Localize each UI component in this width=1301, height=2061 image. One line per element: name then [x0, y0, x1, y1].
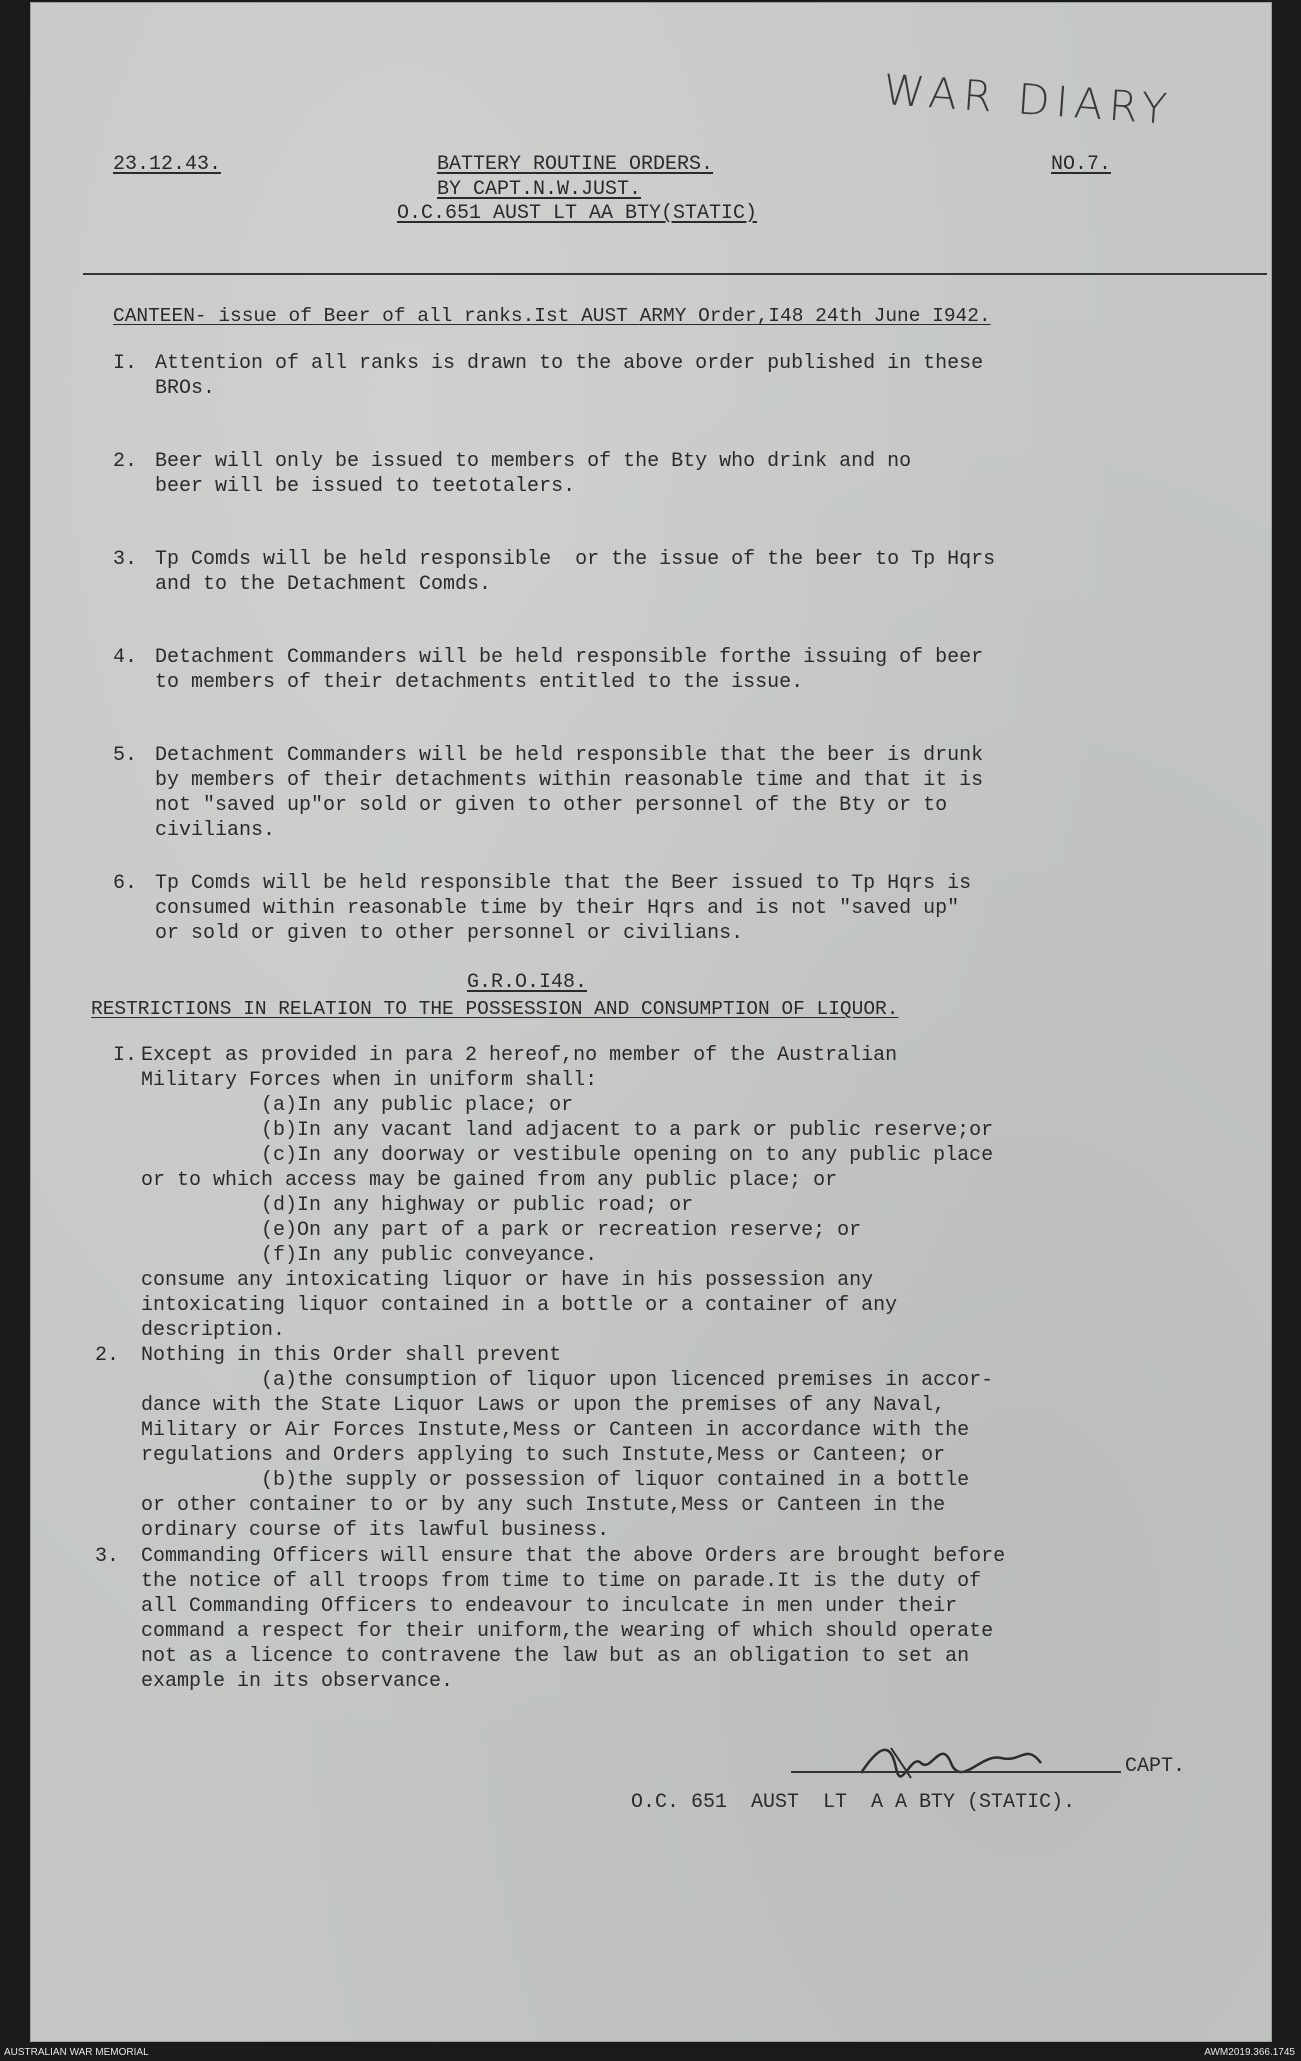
war-diary-annotation: WAR DIARY	[881, 64, 1175, 135]
text-line: regulations and Orders applying to such Instute,Mess or Canteen; or	[141, 1444, 946, 1467]
order-unit-line: O.C.651 AUST LT AA BTY(STATIC)	[397, 202, 758, 225]
text-line: beer will be issued to teetotalers.	[155, 475, 576, 498]
text-line: ordinary course of its lawful business.	[141, 1519, 610, 1542]
gro-para-3-number: 3.	[95, 1545, 120, 1568]
text-line: not "saved up"or sold or given to other personnel of the Bty or to	[155, 794, 948, 817]
text-line: or to which access may be gained from any public place; or	[141, 1169, 838, 1192]
gro-para-2	[141, 1343, 993, 1543]
canteen-para-number: I.	[113, 352, 138, 375]
signature-unit: O.C. 651 AUST LT A A BTY (STATIC).	[631, 1791, 1076, 1814]
signature-scribble	[851, 1733, 1051, 1793]
text-line: civilians.	[155, 819, 276, 842]
header-rule	[83, 273, 1267, 275]
order-title: BATTERY ROUTINE ORDERS.	[437, 153, 714, 176]
canteen-para-text	[155, 547, 995, 597]
text-line: or sold or given to other personnel or civilians.	[155, 922, 744, 945]
text-line: (d)In any highway or public road; or	[141, 1194, 694, 1217]
text-line: all Commanding Officers to endeavour to inculcate in men under their	[141, 1595, 958, 1618]
text-line: intoxicating liquor contained in a bottle or a container of any	[141, 1294, 898, 1317]
text-line: (c)In any doorway or vestibule opening on to any public place	[141, 1144, 994, 1167]
text-line: Tp Comds will be held responsible that the Beer issued to Tp Hqrs is	[155, 872, 972, 895]
text-line: the notice of all troops from time to time on parade.It is the duty of	[141, 1570, 982, 1593]
canteen-para-number: 6.	[113, 872, 138, 895]
text-line: example in its observance.	[141, 1670, 454, 1693]
order-by-line: BY CAPT.N.W.JUST.	[437, 178, 642, 201]
text-line: Nothing in this Order shall prevent	[141, 1344, 562, 1367]
canteen-para-number: 3.	[113, 548, 138, 571]
text-line: and to the Detachment Comds.	[155, 573, 492, 596]
canteen-para-number: 5.	[113, 744, 138, 767]
canteen-para-text	[155, 871, 971, 946]
text-line: (a)the consumption of liquor upon licenced premises in accor-	[141, 1369, 994, 1392]
text-line: to members of their detachments entitled to the issue.	[155, 671, 804, 694]
canteen-heading: CANTEEN- issue of Beer of all ranks.Ist AUST ARMY Order,I48 24th June I942.	[113, 305, 991, 327]
text-line: (a)In any public place; or	[141, 1094, 574, 1117]
text-line: by members of their detachments within reasonable time and that it is	[155, 769, 984, 792]
text-line: Detachment Commanders will be held responsible that the beer is drunk	[155, 744, 984, 767]
text-line: (f)In any public conveyance.	[141, 1244, 598, 1267]
document-page	[30, 2, 1272, 2042]
order-number: NO.7.	[1051, 153, 1112, 176]
text-line: not as a licence to contravene the law but as an obligation to set an	[141, 1645, 970, 1668]
text-line: Military Forces when in uniform shall:	[141, 1069, 598, 1092]
canteen-para-number: 2.	[113, 450, 138, 473]
text-line: Tp Comds will be held responsible or the issue of the beer to Tp Hqrs	[155, 548, 996, 571]
signature-line	[791, 1771, 1121, 1773]
text-line: Attention of all ranks is drawn to the above order published in these	[155, 352, 984, 375]
text-line: (b)In any vacant land adjacent to a park or public reserve;or	[141, 1119, 994, 1142]
text-line: consume any intoxicating liquor or have in his possession any	[141, 1269, 874, 1292]
gro-reference: G.R.O.I48.	[467, 971, 588, 994]
order-date: 23.12.43.	[113, 153, 222, 176]
gro-para-3	[141, 1544, 1005, 1694]
text-line: Military or Air Forces Instute,Mess or Canteen in accordance with the	[141, 1419, 970, 1442]
signature-rank: CAPT.	[1125, 1755, 1186, 1778]
restrictions-heading: RESTRICTIONS IN RELATION TO THE POSSESSION AND CONSUMPTION OF LIQUOR.	[91, 998, 899, 1020]
footer-bar	[0, 2047, 1301, 2061]
text-line: command a respect for their uniform,the wearing of which should operate	[141, 1620, 994, 1643]
gro-para-1-number: I.	[113, 1044, 138, 1067]
footer-source: AUSTRALIAN WAR MEMORIAL	[4, 2047, 149, 2058]
text-line: dance with the State Liquor Laws or upon the premises of any Naval,	[141, 1394, 946, 1417]
text-line: Beer will only be issued to members of the Bty who drink and no	[155, 450, 912, 473]
text-line: (e)On any part of a park or recreation reserve; or	[141, 1219, 862, 1242]
text-line: BROs.	[155, 377, 216, 400]
text-line: or other container to or by any such Instute,Mess or Canteen in the	[141, 1494, 946, 1517]
text-line: description.	[141, 1319, 286, 1342]
gro-para-1	[141, 1043, 993, 1343]
gro-para-2-number: 2.	[95, 1344, 120, 1367]
canteen-para-text	[155, 351, 983, 401]
text-line: Except as provided in para 2 hereof,no member of the Australian	[141, 1044, 898, 1067]
text-line: (b)the supply or possession of liquor contained in a bottle	[141, 1469, 970, 1492]
canteen-para-text	[155, 743, 983, 843]
canteen-para-number: 4.	[113, 646, 138, 669]
canteen-para-text	[155, 449, 911, 499]
footer-reference: AWM2019.366.1745	[1204, 2047, 1295, 2058]
text-line: Commanding Officers will ensure that the above Orders are brought before	[141, 1545, 1006, 1568]
canteen-para-text	[155, 645, 983, 695]
text-line: Detachment Commanders will be held responsible forthe issuing of beer	[155, 646, 984, 669]
text-line: consumed within reasonable time by their Hqrs and is not "saved up"	[155, 897, 960, 920]
